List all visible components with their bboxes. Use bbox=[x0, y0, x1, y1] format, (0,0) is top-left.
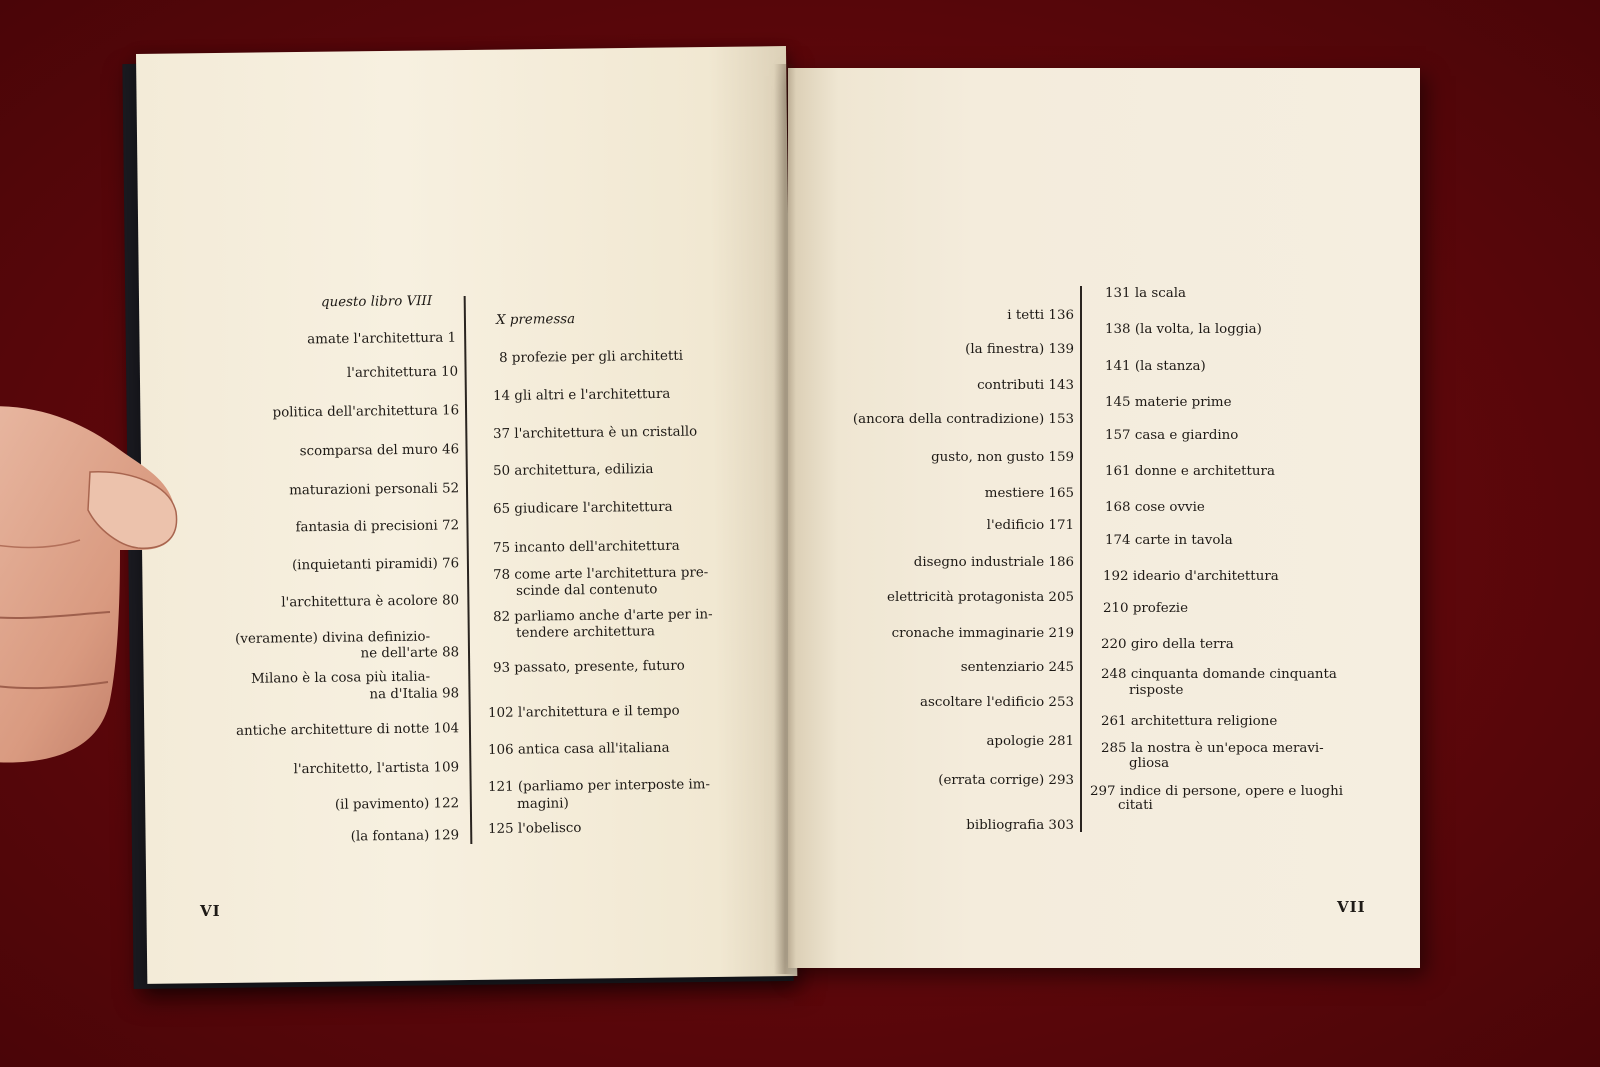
toc-entry: gliosa bbox=[1129, 756, 1170, 771]
toc-entry: 248 cinquanta domande cinquanta bbox=[1101, 667, 1337, 682]
toc-entry: 145 materie prime bbox=[1105, 395, 1232, 410]
toc-entry: 168 cose ovvie bbox=[1105, 500, 1205, 515]
toc-entry: 93 passato, presente, futuro bbox=[493, 658, 685, 676]
toc-entry: Milano è la cosa più italia- bbox=[250, 669, 431, 687]
toc-entry: sentenziario 245 bbox=[960, 660, 1074, 675]
toc-entry: (la fontana) 129 bbox=[350, 828, 460, 845]
toc-entry: 14 gli altri e l'architettura bbox=[493, 386, 671, 404]
page-number: VI bbox=[200, 902, 221, 920]
toc-entry: 157 casa e giardino bbox=[1105, 428, 1239, 443]
toc-entry: fantasia di precisioni 72 bbox=[295, 518, 460, 536]
toc-entry: na d'Italia 98 bbox=[369, 686, 460, 703]
toc-entry: cronache immaginarie 219 bbox=[891, 626, 1074, 641]
toc-entry: 131 la scala bbox=[1105, 286, 1186, 301]
toc-entry: (errata corrige) 293 bbox=[938, 773, 1074, 788]
toc-entry: (ancora della contradizione) 153 bbox=[852, 412, 1074, 427]
toc-entry: maturazioni personali 52 bbox=[289, 481, 460, 499]
toc-entry: questo libro VIII bbox=[320, 293, 433, 311]
toc-entry: 297 indice di persone, opere e luoghi bbox=[1090, 784, 1344, 799]
toc-entry: 102 l'architettura e il tempo bbox=[488, 703, 680, 721]
toc-entry: antiche architetture di notte 104 bbox=[236, 721, 460, 739]
toc-entry: 75 incanto dell'architettura bbox=[493, 538, 680, 556]
toc-entry: politica dell'architettura 16 bbox=[272, 403, 460, 421]
toc-entry: (veramente) divina definizio- bbox=[235, 629, 431, 647]
toc-entry: l'architetto, l'artista 109 bbox=[293, 760, 460, 778]
toc-entry: ascoltare l'edificio 253 bbox=[920, 695, 1074, 710]
toc-entry: mestiere 165 bbox=[984, 486, 1074, 501]
toc-entry: 50 architettura, edilizia bbox=[493, 462, 654, 479]
toc-entry: 141 (la stanza) bbox=[1105, 359, 1206, 374]
toc-entry: elettricità protagonista 205 bbox=[887, 590, 1074, 605]
toc-entry: 138 (la volta, la loggia) bbox=[1105, 322, 1262, 337]
toc-entry: (inquietanti piramidi) 76 bbox=[291, 556, 460, 574]
hand-thumb bbox=[0, 400, 185, 780]
toc-entry: l'architettura è acolore 80 bbox=[281, 593, 460, 611]
toc-entry: citati bbox=[1118, 798, 1153, 813]
toc-entry: bibliografia 303 bbox=[966, 818, 1074, 833]
toc-entry: ne dell'arte 88 bbox=[360, 645, 460, 662]
toc-entry: (il pavimento) 122 bbox=[334, 796, 460, 813]
toc-entry: contributi 143 bbox=[977, 378, 1074, 393]
toc-entry: 65 giudicare l'architettura bbox=[493, 499, 673, 517]
toc-entry: 261 architettura religione bbox=[1101, 714, 1278, 729]
page-number: VII bbox=[1337, 898, 1366, 916]
toc-entry: l'architettura 10 bbox=[346, 364, 459, 381]
toc-entry: apologie 281 bbox=[986, 734, 1074, 749]
column-divider bbox=[1080, 286, 1082, 832]
toc-entry: i tetti 136 bbox=[1007, 308, 1074, 323]
toc-entry: 210 profezie bbox=[1103, 601, 1188, 616]
toc-entry: tendere architettura bbox=[516, 624, 656, 641]
toc-entry: 37 l'architettura è un cristallo bbox=[493, 424, 698, 442]
toc-entry: 125 l'obelisco bbox=[488, 820, 582, 837]
toc-entry: 174 carte in tavola bbox=[1105, 533, 1233, 548]
toc-entry: scomparsa del muro 46 bbox=[299, 442, 460, 460]
book-gutter bbox=[774, 64, 796, 974]
toc-entry: 8 profezie per gli architetti bbox=[499, 348, 684, 366]
toc-entry: 161 donne e architettura bbox=[1105, 464, 1275, 479]
toc-entry: 121 (parliamo per interposte im- bbox=[488, 777, 711, 795]
toc-entry: risposte bbox=[1129, 683, 1184, 698]
toc-entry: disegno industriale 186 bbox=[913, 555, 1074, 570]
toc-entry: X premessa bbox=[496, 312, 576, 328]
toc-entry: amate l'architettura 1 bbox=[307, 330, 457, 348]
toc-entry: 82 parliamo anche d'arte per in- bbox=[493, 607, 713, 625]
toc-entry: gusto, non gusto 159 bbox=[931, 450, 1074, 465]
toc-entry: 220 giro della terra bbox=[1101, 637, 1234, 652]
toc-entry: 106 antica casa all'italiana bbox=[488, 740, 670, 758]
toc-entry: 285 la nostra è un'epoca meravi- bbox=[1101, 741, 1324, 756]
toc-entry: scinde dal contenuto bbox=[516, 582, 658, 599]
toc-entry: l'edificio 171 bbox=[986, 518, 1074, 533]
toc-entry: 78 come arte l'architettura pre- bbox=[493, 565, 709, 583]
toc-entry: 192 ideario d'architettura bbox=[1103, 569, 1279, 584]
toc-entry: (la finestra) 139 bbox=[965, 342, 1074, 357]
toc-entry: magini) bbox=[517, 796, 569, 812]
